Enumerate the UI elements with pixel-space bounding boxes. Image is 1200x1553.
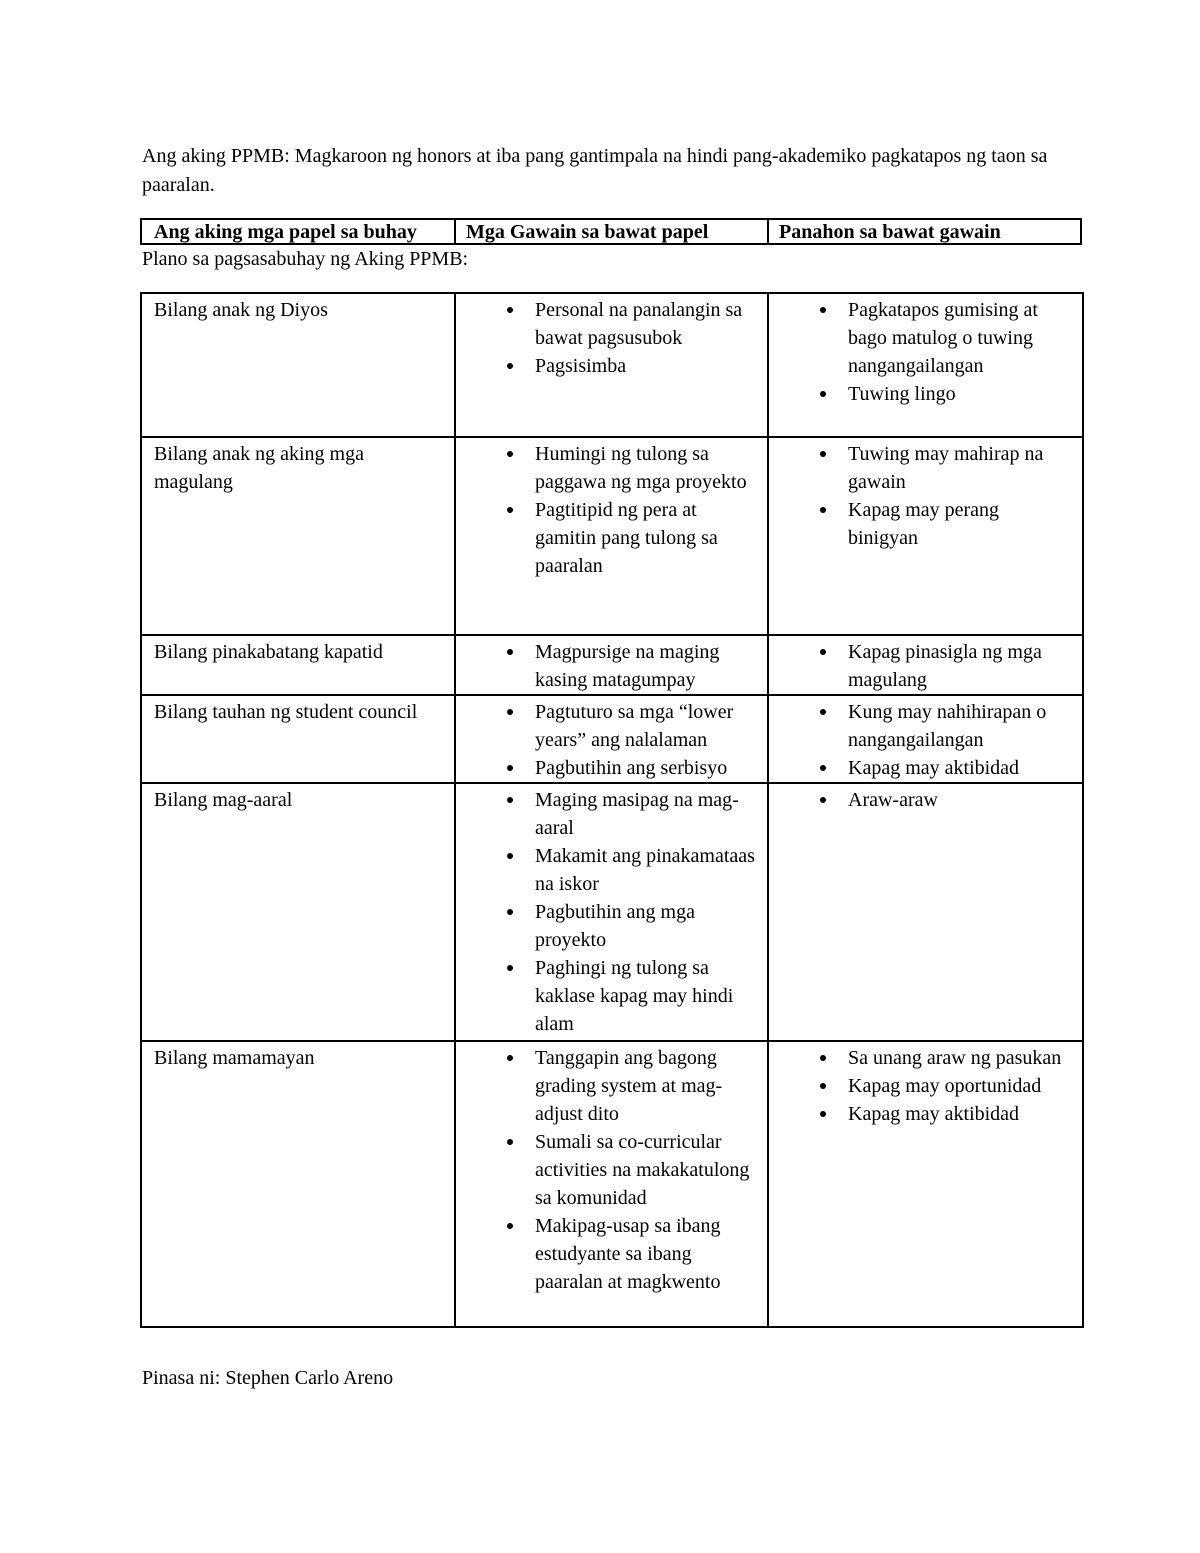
times-cell <box>768 437 1083 635</box>
task-item: Paghingi ng tulong sa kaklase kapag may hindi alam <box>456 954 759 1038</box>
role-label: Bilang mag-aaral <box>154 789 293 811</box>
time-item: Araw-araw <box>769 786 1074 814</box>
role-label: Bilang anak ng aking mga magulang <box>154 443 364 493</box>
task-item: Maging masipag na mag-aaral <box>456 786 759 842</box>
plan-table <box>140 292 1084 1328</box>
table-row <box>141 437 1083 635</box>
task-item: Magpursige na maging kasing matagumpay <box>456 638 759 694</box>
time-item: Pagkatapos gumising at bago matulog o tuwing nangangailangan <box>769 296 1074 380</box>
role-label: Bilang anak ng Diyos <box>154 299 328 321</box>
time-item: Kapag may oportunidad <box>769 1072 1074 1100</box>
role-cell <box>141 783 455 1041</box>
header-roles: Ang aking mga papel sa buhay <box>142 220 456 243</box>
role-label: Bilang pinakabatang kapatid <box>154 641 383 663</box>
tasks-cell <box>455 695 768 783</box>
table-header <box>140 218 1082 245</box>
role-cell <box>141 695 455 783</box>
table-row <box>141 783 1083 1041</box>
header-tasks: Mga Gawain sa bawat papel <box>456 220 769 243</box>
role-cell <box>141 293 455 437</box>
task-item: Humingi ng tulong sa paggawa ng mga proyekto <box>456 440 759 496</box>
role-label: Bilang mamamayan <box>154 1047 315 1069</box>
time-item: Kapag may aktibidad <box>769 1100 1074 1128</box>
tasks-cell <box>455 783 768 1041</box>
tasks-cell <box>455 1041 768 1327</box>
role-label: Bilang tauhan ng student council <box>154 701 418 723</box>
time-item: Tuwing may mahirap na gawain <box>769 440 1074 496</box>
times-cell <box>768 1041 1083 1327</box>
time-item: Sa unang araw ng pasukan <box>769 1044 1074 1072</box>
task-item: Pagbutihin ang mga proyekto <box>456 898 759 954</box>
time-item: Kapag may perang binigyan <box>769 496 1074 552</box>
tasks-cell <box>455 635 768 695</box>
role-cell <box>141 635 455 695</box>
task-item: Tanggapin ang bagong grading system at mag-adjust dito <box>456 1044 759 1128</box>
table-row <box>141 1041 1083 1327</box>
table-row <box>141 635 1083 695</box>
ppmb-goal: Ang aking PPMB: Magkaroon ng honors at iba pang gantimpala na hindi pang-akademiko pagkatapos ng taon sa paaralan. <box>142 145 1048 196</box>
time-item: Tuwing lingo <box>769 380 1074 408</box>
table-row <box>141 293 1083 437</box>
tasks-cell <box>455 293 768 437</box>
task-item: Personal na panalangin sa bawat pagsusubok <box>456 296 759 352</box>
task-item: Pagsisimba <box>456 352 759 380</box>
times-cell <box>768 635 1083 695</box>
task-item: Makipag-usap sa ibang estudyante sa ibang paaralan at magkwento <box>456 1212 759 1296</box>
role-cell <box>141 437 455 635</box>
signature: Pinasa ni: Stephen Carlo Areno <box>142 1367 394 1389</box>
task-item: Makamit ang pinakamataas na iskor <box>456 842 759 898</box>
time-item: Kung may nahihirapan o nangangailangan <box>769 698 1074 754</box>
role-cell <box>141 1041 455 1327</box>
task-item: Pagtuturo sa mga “lower years” ang nalalaman <box>456 698 759 754</box>
task-item: Pagtitipid ng pera at gamitin pang tulong sa paaralan <box>456 496 759 580</box>
times-cell <box>768 783 1083 1041</box>
task-item: Sumali sa co-curricular activities na makakatulong sa komunidad <box>456 1128 759 1212</box>
task-item: Pagbutihin ang serbisyo <box>456 754 759 782</box>
tasks-cell <box>455 437 768 635</box>
time-item: Kapag pinasigla ng mga magulang <box>769 638 1074 694</box>
header-times: Panahon sa bawat gawain <box>779 221 1001 243</box>
times-cell <box>768 293 1083 437</box>
table-row <box>141 695 1083 783</box>
time-item: Kapag may aktibidad <box>769 754 1074 782</box>
plan-label: Plano sa pagsasabuhay ng Aking PPMB: <box>142 248 469 270</box>
times-cell <box>768 695 1083 783</box>
